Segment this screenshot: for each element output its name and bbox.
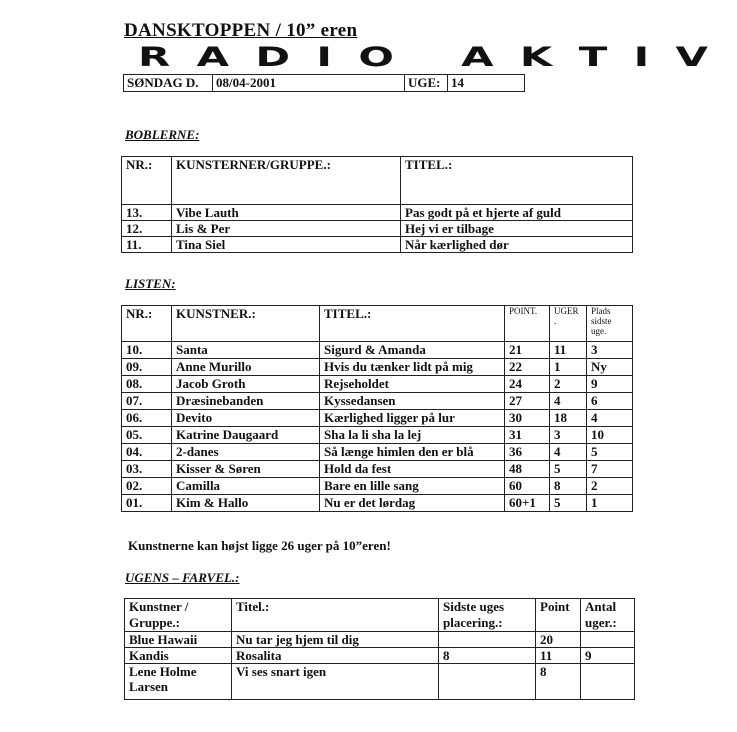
row-plads: 7 xyxy=(587,461,633,478)
row-title: Nu er det lørdag xyxy=(320,495,505,512)
row-artist: Kisser & Søren xyxy=(172,461,320,478)
row-uger: 5 xyxy=(550,461,587,478)
row-artist: Vibe Lauth xyxy=(172,205,401,221)
row-plads: Ny xyxy=(587,359,633,376)
row-point: 60 xyxy=(505,478,550,495)
day-label: SØNDAG D. xyxy=(124,75,213,92)
row-point: 30 xyxy=(505,410,550,427)
table-row xyxy=(122,444,633,461)
col-nr: NR.: xyxy=(122,306,172,342)
table-row xyxy=(122,342,633,359)
row-nr: 06. xyxy=(122,410,172,427)
row-plads: 10 xyxy=(587,427,633,444)
col-artist: KUNSTERNER/GRUPPE.: xyxy=(172,157,401,205)
date-value: 08/04-2001 xyxy=(213,75,405,92)
row-uger: 4 xyxy=(550,444,587,461)
row-nr: 03. xyxy=(122,461,172,478)
table-row xyxy=(122,393,633,410)
row-point: 20 xyxy=(536,632,581,648)
row-nr: 01. xyxy=(122,495,172,512)
row-nr: 09. xyxy=(122,359,172,376)
row-nr: 12. xyxy=(122,221,172,237)
row-artist: Anne Murillo xyxy=(172,359,320,376)
row-title: Rejseholdet xyxy=(320,376,505,393)
col-artist: Kunstner / Gruppe.: xyxy=(125,599,232,632)
col-title: TITEL.: xyxy=(401,157,633,205)
week-label: UGE: xyxy=(405,75,448,92)
row-artist: Santa xyxy=(172,342,320,359)
row-nr: 11. xyxy=(122,237,172,253)
row-point: 8 xyxy=(536,664,581,700)
row-artist: Tina Siel xyxy=(172,237,401,253)
row-title: Rosalita xyxy=(232,648,439,664)
row-title: Hold da fest xyxy=(320,461,505,478)
row-title: Bare en lille sang xyxy=(320,478,505,495)
row-title: Sha la li sha la lej xyxy=(320,427,505,444)
row-plads: 2 xyxy=(587,478,633,495)
row-artist: Kandis xyxy=(125,648,232,664)
row-point: 22 xyxy=(505,359,550,376)
farvel-heading: UGENS – FARVEL.: xyxy=(125,570,240,585)
row-uger: 8 xyxy=(550,478,587,495)
row-title: Så længe himlen den er blå xyxy=(320,444,505,461)
row-artist: 2-danes xyxy=(172,444,320,461)
row-nr: 07. xyxy=(122,393,172,410)
col-title: TITEL.: xyxy=(320,306,505,342)
row-point: 21 xyxy=(505,342,550,359)
row-title: Sigurd & Amanda xyxy=(320,342,505,359)
table-row xyxy=(122,359,633,376)
col-placering: Sidste uges placering.: xyxy=(439,599,536,632)
row-title: Kærlighed ligger på lur xyxy=(320,410,505,427)
table-row xyxy=(122,495,633,512)
row-uger: 2 xyxy=(550,376,587,393)
row-antal xyxy=(581,632,635,648)
row-nr: 02. xyxy=(122,478,172,495)
table-row xyxy=(125,648,635,664)
table-row xyxy=(122,427,633,444)
row-artist: Lis & Per xyxy=(172,221,401,237)
row-artist: Lene Holme Larsen xyxy=(125,664,232,700)
note-text: Kunstnerne kan højst ligge 26 uger på 10”eren! xyxy=(128,538,391,553)
row-placering xyxy=(439,632,536,648)
row-nr: 10. xyxy=(122,342,172,359)
row-artist: Jacob Groth xyxy=(172,376,320,393)
row-plads: 4 xyxy=(587,410,633,427)
row-artist: Blue Hawaii xyxy=(125,632,232,648)
row-artist: Devito xyxy=(172,410,320,427)
row-title: Pas godt på et hjerte af guld xyxy=(401,205,633,221)
row-placering xyxy=(439,664,536,700)
col-title: Titel.: xyxy=(232,599,439,632)
col-nr: NR.: xyxy=(122,157,172,205)
row-point: 24 xyxy=(505,376,550,393)
row-uger: 11 xyxy=(550,342,587,359)
row-artist: Camilla xyxy=(172,478,320,495)
farvel-table xyxy=(124,598,635,700)
row-plads: 5 xyxy=(587,444,633,461)
col-uger: UGER . xyxy=(550,306,587,342)
row-plads: 6 xyxy=(587,393,633,410)
row-placering: 8 xyxy=(439,648,536,664)
table-row xyxy=(122,478,633,495)
row-point: 48 xyxy=(505,461,550,478)
row-point: 27 xyxy=(505,393,550,410)
listen-heading: LISTEN: xyxy=(125,276,176,291)
row-title: Når kærlighed dør xyxy=(401,237,633,253)
boblerne-heading: BOBLERNE: xyxy=(125,127,200,142)
boblerne-table xyxy=(121,156,633,253)
page-title: DANSKTOPPEN / 10” eren xyxy=(124,20,358,41)
col-antal: Antal uger.: xyxy=(581,599,635,632)
row-uger: 18 xyxy=(550,410,587,427)
row-nr: 04. xyxy=(122,444,172,461)
table-row xyxy=(122,461,633,478)
week-value: 14 xyxy=(448,75,525,92)
row-title: Nu tar jeg hjem til dig xyxy=(232,632,439,648)
table-row xyxy=(122,376,633,393)
col-plads: Plads sidste uge. xyxy=(587,306,633,342)
row-point: 11 xyxy=(536,648,581,664)
row-artist: Katrine Daugaard xyxy=(172,427,320,444)
row-plads: 3 xyxy=(587,342,633,359)
col-artist: KUNSTNER.: xyxy=(172,306,320,342)
row-point: 31 xyxy=(505,427,550,444)
row-antal xyxy=(581,664,635,700)
listen-table xyxy=(121,305,633,512)
row-artist: Kim & Hallo xyxy=(172,495,320,512)
row-artist: Dræsinebanden xyxy=(172,393,320,410)
row-nr: 13. xyxy=(122,205,172,221)
row-uger: 1 xyxy=(550,359,587,376)
row-uger: 5 xyxy=(550,495,587,512)
row-title: Kyssedansen xyxy=(320,393,505,410)
row-title: Hej vi er tilbage xyxy=(401,221,633,237)
col-point: POINT. xyxy=(505,306,550,342)
table-row xyxy=(122,205,633,221)
row-nr: 08. xyxy=(122,376,172,393)
row-antal: 9 xyxy=(581,648,635,664)
row-point: 60+1 xyxy=(505,495,550,512)
table-row xyxy=(125,664,635,700)
col-point: Point xyxy=(536,599,581,632)
row-title: Vi ses snart igen xyxy=(232,664,439,700)
row-nr: 05. xyxy=(122,427,172,444)
row-plads: 1 xyxy=(587,495,633,512)
row-plads: 9 xyxy=(587,376,633,393)
radio-aktiv-logo: RADIO AKTIV xyxy=(138,42,735,73)
row-uger: 3 xyxy=(550,427,587,444)
table-row xyxy=(125,632,635,648)
table-row xyxy=(122,237,633,253)
date-week-table xyxy=(123,74,525,92)
table-row xyxy=(122,221,633,237)
row-point: 36 xyxy=(505,444,550,461)
table-row xyxy=(122,410,633,427)
row-uger: 4 xyxy=(550,393,587,410)
row-title: Hvis du tænker lidt på mig xyxy=(320,359,505,376)
